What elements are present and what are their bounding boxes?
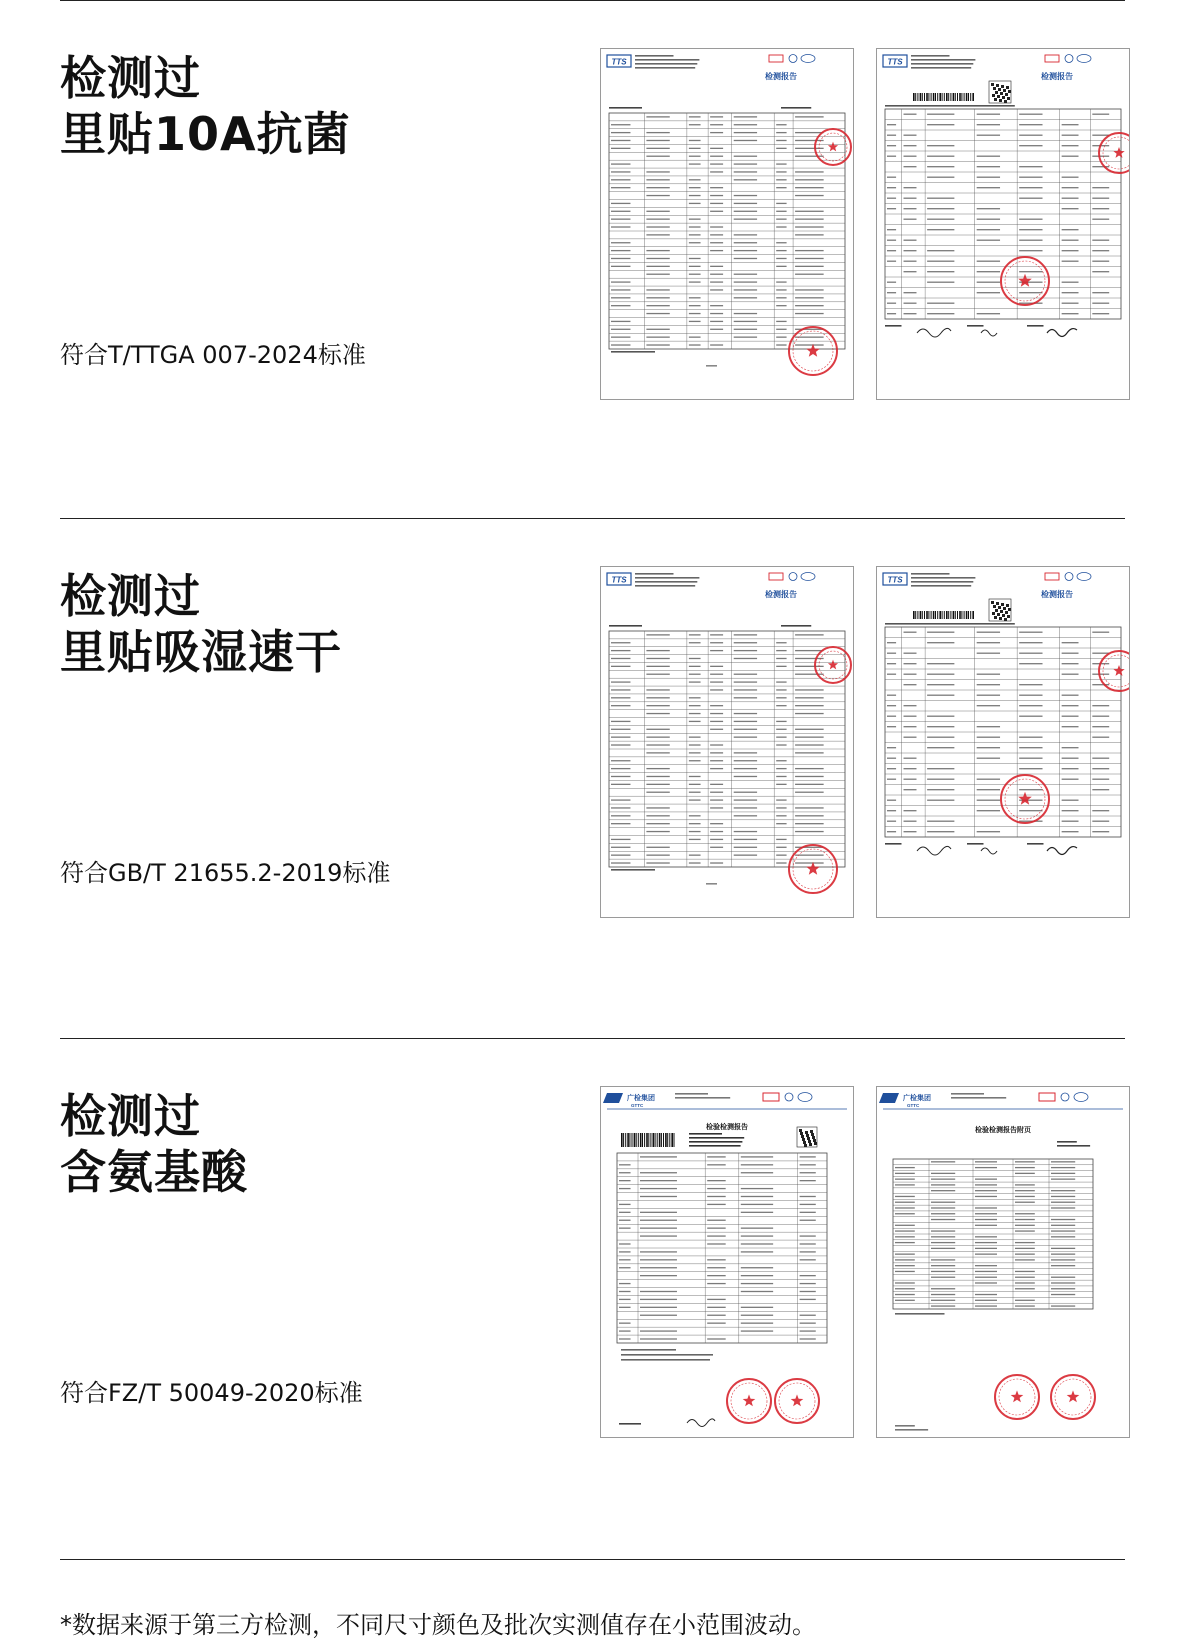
svg-text:TTS: TTS (887, 57, 903, 67)
svg-text:检测报告: 检测报告 (765, 590, 797, 599)
svg-text:TTS: TTS (611, 575, 627, 585)
standard-text: 符合FZ/T 50049-2020标准 (60, 1379, 363, 1407)
svg-text:检测报告: 检测报告 (765, 72, 797, 81)
test-report-page-1 (600, 566, 854, 918)
bottom-divider (60, 1559, 1125, 1560)
section-title (60, 50, 351, 162)
moisture-wicking-section (60, 518, 1125, 958)
test-report-page-1 (600, 1086, 854, 1438)
test-report-page-2 (876, 566, 1130, 918)
section-title-line1: 检测过 (60, 51, 201, 105)
section-title-line1: 检测过 (60, 1089, 201, 1143)
section-title (60, 1088, 248, 1200)
section-title-line2: 含氨基酸 (60, 1145, 248, 1199)
amino-acid-section (60, 1038, 1125, 1478)
svg-text:检测报告: 检测报告 (1041, 590, 1073, 599)
standard-text: 符合T/TTGA 007-2024标准 (60, 341, 366, 369)
data-source-footnote: *数据来源于第三方检测，不同尺寸颜色及批次实测值存在小范围波动。 (60, 1611, 816, 1639)
section-title (60, 568, 342, 680)
svg-text:GTTC: GTTC (631, 1103, 644, 1108)
test-report-page-2 (876, 1086, 1130, 1438)
svg-text:广检集团: 广检集团 (903, 1094, 931, 1102)
section-title-line1: 检测过 (60, 569, 201, 623)
svg-text:GTTC: GTTC (907, 1103, 920, 1108)
svg-text:检测报告: 检测报告 (1041, 72, 1073, 81)
svg-text:检验检测报告: 检验检测报告 (706, 1123, 748, 1131)
section-title-line2: 里贴10A抗菌 (60, 107, 351, 161)
svg-text:TTS: TTS (611, 57, 627, 67)
antibacterial-section (60, 0, 1125, 440)
svg-text:TTS: TTS (887, 575, 903, 585)
svg-text:检验检测报告附页: 检验检测报告附页 (975, 1126, 1031, 1134)
test-report-page-2 (876, 48, 1130, 400)
standard-text: 符合GB/T 21655.2-2019标准 (60, 859, 391, 887)
test-report-page-1 (600, 48, 854, 400)
svg-text:广检集团: 广检集团 (627, 1094, 655, 1102)
section-title-line2: 里贴吸湿速干 (60, 625, 342, 679)
